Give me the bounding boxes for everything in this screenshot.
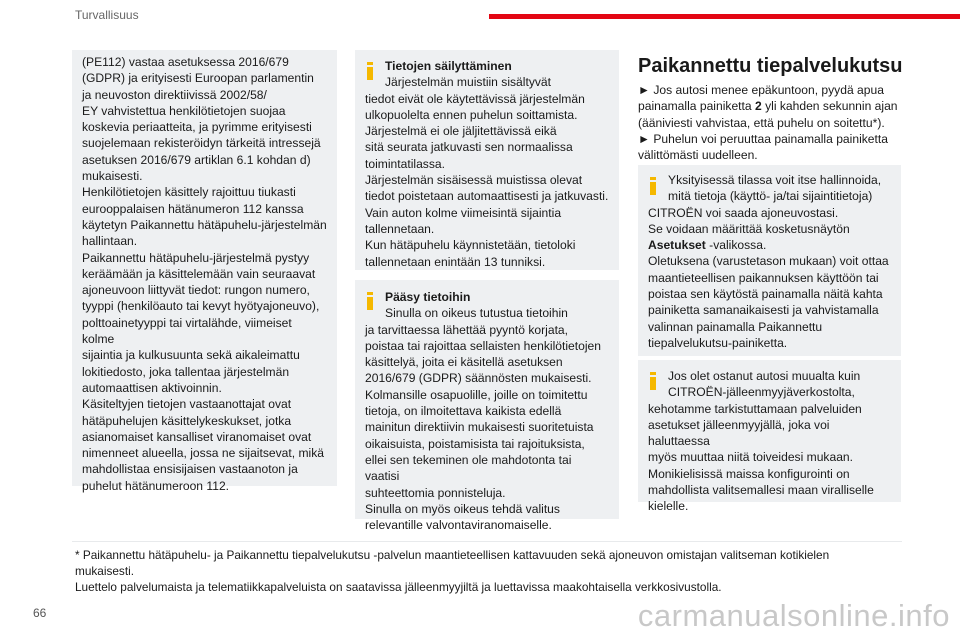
text-line: eurooppalaisen hätänumeron 112 kanssa bbox=[82, 201, 304, 216]
text-line: kielelle. bbox=[648, 499, 689, 514]
text-line: kehotamme tarkistuttamaan palveluiden bbox=[648, 401, 862, 416]
info-icon bbox=[650, 177, 656, 195]
info-icon bbox=[367, 62, 373, 80]
text-line: (PE112) vastaa asetuksessa 2016/679 bbox=[82, 55, 289, 69]
text-line: mainitun direktiivin mukaisesti suoritetuista bbox=[365, 420, 594, 435]
footnote-divider bbox=[72, 541, 902, 542]
instruction-line: ► Puhelun voi peruuttaa painamalla painiketta bbox=[638, 131, 888, 146]
text-line: Käsiteltyjen tietojen vastaanottajat ovat bbox=[82, 397, 292, 412]
text-line: Järjestelmän muistiin sisältyvät bbox=[385, 75, 552, 90]
text-line: mukaisesti. bbox=[82, 169, 143, 184]
watermark: carmanualsonline.info bbox=[637, 598, 950, 633]
text-line: Järjestelmä ei ole jäljitettävissä eikä bbox=[365, 124, 557, 139]
text-line: tallennetaan enintään 13 tunniksi. bbox=[365, 254, 546, 269]
privacy-text bbox=[648, 253, 891, 351]
instruction-line: ► Jos autosi menee epäkuntoon, pyydä apua bbox=[638, 83, 884, 97]
text-line: tallennetaan. bbox=[365, 221, 435, 236]
footnote-line: Luettelo palvelumaista ja telematiikkapalveluista on saatavissa jälleenmyyjiltä ja luettavissa maakohtaisella verkkosivustolla. bbox=[75, 580, 722, 594]
privacy-line: CITROËN voi saada ajoneuvostasi. bbox=[648, 205, 839, 220]
text-line: relevantille valvontaviranomaiselle. bbox=[365, 518, 552, 533]
data-access-box bbox=[355, 280, 619, 533]
text-line: keräämään ja käsittelemään vain seuraavat bbox=[82, 266, 316, 281]
dealer-text bbox=[648, 360, 891, 515]
text-line: Sinulla on oikeus tutustua tietoihin bbox=[385, 306, 568, 321]
text-line: Paikannettu hätäpuhelu-järjestelmä pystyy bbox=[82, 250, 310, 265]
text-line: Järjestelmän sisäisessä muistissa olevat bbox=[365, 173, 583, 188]
text-line: toimintatilassa. bbox=[365, 156, 445, 171]
text-line: Monikielisissä maissa konfigurointi on bbox=[648, 466, 850, 481]
data-access-text bbox=[365, 305, 609, 533]
assistance-call-instructions bbox=[638, 82, 903, 163]
footnote-line: * Paikannettu hätäpuhelu- ja Paikannettu tiepalvelukutsu -palvelun maantieteellisen kattavuuden sekä ajoneuvon omistajan valitseman kotikielen bbox=[75, 548, 830, 562]
text-line: ajoneuvoon liittyvät tiedot: rungon numero, bbox=[82, 283, 310, 298]
info-icon bbox=[367, 292, 373, 310]
text-line: poistaa tai rajoittaa sellaisten henkilötietojen bbox=[365, 338, 601, 353]
text-line: ja tarvittaessa lähettää pyyntö korjata, bbox=[365, 322, 569, 337]
text-line: Kolmansille osapuolille, joille on toimitettu bbox=[365, 387, 588, 402]
text-line: ja neuvoston direktiivissä 2002/58/ bbox=[82, 87, 267, 102]
instruction-line: painamalla painiketta 2 yli kahden sekunnin ajan bbox=[638, 99, 898, 114]
data-retention-title: Tietojen säilyttäminen bbox=[385, 59, 512, 73]
text-line: Jos olet ostanut autosi muualta kuin bbox=[668, 369, 861, 383]
gdpr-info-box bbox=[72, 50, 337, 493]
text-line: käytetyn Paikannettu hätäpuhelu-järjestelmän bbox=[82, 217, 327, 232]
text-line: asianomaiset kansalliset viranomaiset ovat bbox=[82, 429, 312, 444]
text-line: tiepalvelukutsu-painiketta. bbox=[648, 335, 788, 350]
info-icon bbox=[650, 372, 656, 390]
text-line: CITROËN-jälleenmyyjäverkostolta, bbox=[668, 385, 855, 400]
header-accent-bar bbox=[489, 14, 960, 19]
text-line: lokitiedosto, joka tallentaa järjestelmän bbox=[82, 364, 290, 379]
privacy-line: Se voidaan määrittää kosketusnäytön bbox=[648, 221, 850, 236]
data-retention-text bbox=[365, 74, 609, 270]
text-line: ellei sen tekeminen ole mahdotonta tai vaatisi bbox=[365, 452, 572, 484]
text-line: mahdollistaa ensisijaisen vastaanoton ja bbox=[82, 462, 298, 477]
footnote-line: mukaisesti. bbox=[75, 564, 135, 578]
text-line: asetukset jälleenmyyjällä, joka voi haluttaessa bbox=[648, 417, 830, 449]
gdpr-text bbox=[82, 50, 327, 494]
text-line: valinnan painamalla Paikannettu bbox=[648, 319, 823, 334]
text-line: tietoja, on ilmoitettava kaikista edellä bbox=[365, 404, 562, 419]
text-line: 2016/679 (GDPR) säännösten mukaisesti. bbox=[365, 371, 592, 386]
text-line: tiedot poistetaan automaattisesti ja jatkuvasti. bbox=[365, 189, 609, 204]
text-line: käsittelyä, joita ei käsitellä asetuksen bbox=[365, 355, 563, 370]
data-retention-box bbox=[355, 50, 619, 270]
text-line: puhelut hätänumeroon 112. bbox=[82, 478, 230, 493]
privacy-line: Asetukset -valikossa. bbox=[648, 238, 767, 253]
text-line: (GDPR) ja erityisesti Euroopan parlamentin bbox=[82, 71, 314, 86]
text-line: tiedot eivät ole käytettävissä järjestelmän bbox=[365, 91, 585, 106]
text-line: polttoainetyyppi tai virtalähde, viimeiset kolme bbox=[82, 315, 292, 347]
text-line: koskevia periaatteita, ja pyrimme erityisesti bbox=[82, 120, 312, 135]
text-line: EY vahvistettua henkilötietojen suojaa bbox=[82, 103, 286, 118]
text-line: nimenneet alueella, jossa ne sijaitsevat, mikä bbox=[82, 446, 325, 461]
text-line: Henkilötietojen käsittely rajoittuu tiukasti bbox=[82, 185, 296, 200]
text-line: Vain auton kolme viimeisintä sijaintia bbox=[365, 205, 562, 220]
text-line: sijaintia ja kulkusuunta sekä aikaleimattu bbox=[82, 348, 300, 363]
text-line: automaattisen aktivoinnin. bbox=[82, 380, 222, 395]
text-line: hätäpuhelujen käsittelykeskukset, jotka bbox=[82, 413, 292, 428]
text-line: tyyppi (henkilöauto tai kevyt hyötyajoneuvo), bbox=[82, 299, 320, 314]
page-number: 66 bbox=[33, 606, 47, 620]
instruction-line: (ääniviesti vahvistaa, että puhelu on soitettu*). bbox=[638, 115, 885, 130]
button-number: 2 bbox=[754, 99, 762, 114]
text-line: Oletuksena (varustetason mukaan) voit ottaa bbox=[648, 254, 889, 269]
section-title: Turvallisuus bbox=[75, 8, 139, 22]
text-line: painiketta samanaikaisesti ja vahvistamalla bbox=[648, 303, 879, 318]
text-line: maantieteellisen paikannuksen käyttöön tai bbox=[648, 270, 879, 285]
dealer-info-box bbox=[638, 360, 901, 514]
privacy-mode-box bbox=[638, 165, 901, 356]
text-line: Sinulla on myös oikeus tehdä valitus bbox=[365, 501, 560, 516]
text-line: asetuksen 2016/679 artiklan 6.1 kohdan d) bbox=[82, 152, 311, 167]
text-line: ulkopuolelta ennen puhelun soittamista. bbox=[365, 107, 578, 122]
section-heading: Paikannettu tiepalvelukutsu bbox=[638, 55, 903, 77]
text-line: suojelemaan rekisteröidyn tärkeitä intressejä bbox=[82, 136, 321, 151]
footnote bbox=[75, 547, 905, 595]
instruction-line: välittömästi uudelleen. bbox=[638, 148, 758, 163]
settings-menu-name: Asetukset bbox=[648, 238, 706, 253]
text-line: mahdollista valitsemallesi maan viralliselle bbox=[648, 483, 874, 498]
text-line: poistaa sen käytöstä painamalla näitä kahta bbox=[648, 287, 883, 302]
text-line: Kun hätäpuhelu käynnistetään, tietoloki bbox=[365, 238, 576, 253]
text-line: myös muuttaa niitä toiveidesi mukaan. bbox=[648, 450, 854, 465]
text-line: oikaisuista, poistamisista tai rajoituksista, bbox=[365, 436, 585, 451]
text-line: sitä seurata jatkuvasti sen normaalissa bbox=[365, 140, 573, 155]
text-line: hallintaan. bbox=[82, 234, 138, 249]
privacy-line: mitä tietoja (käyttö- ja/tai sijaintitietoja) bbox=[668, 189, 873, 204]
data-access-title: Pääsy tietoihin bbox=[385, 290, 471, 304]
privacy-line: Yksityisessä tilassa voit itse hallinnoida, bbox=[668, 173, 882, 187]
text-line: suhteettomia ponnisteluja. bbox=[365, 485, 506, 500]
